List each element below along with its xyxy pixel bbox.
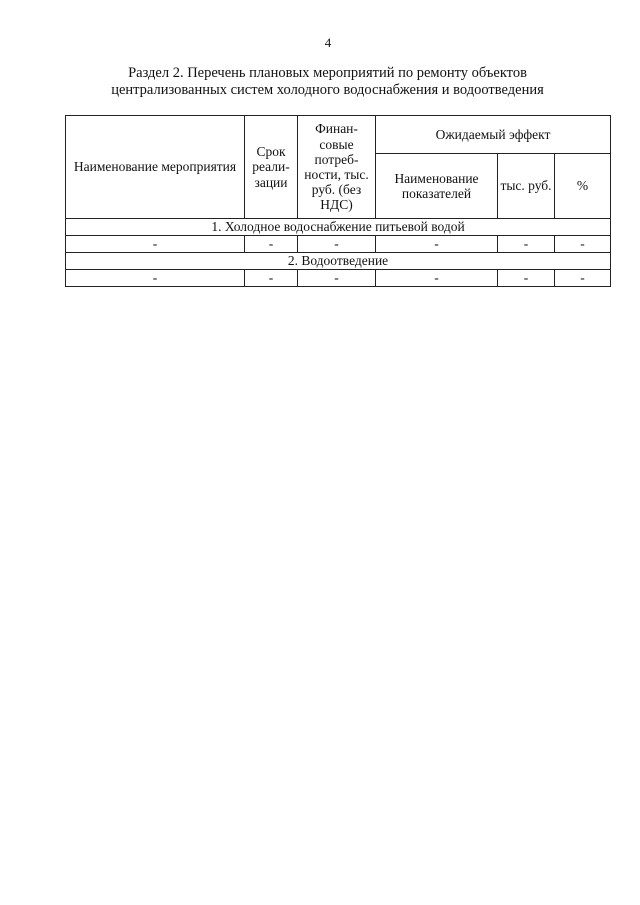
table-cell: - xyxy=(498,236,555,253)
table-cell: - xyxy=(498,270,555,287)
header-term-text: Срок реали-зации xyxy=(252,143,290,190)
table-cell: - xyxy=(555,236,611,253)
section-row-sewerage: 2. Водоотведение xyxy=(66,253,611,270)
section-row-water-supply: 1. Холодное водоснабжение питьевой водой xyxy=(66,219,611,236)
table-cell: - xyxy=(298,236,376,253)
header-expected-effect: Ожидаемый эффект xyxy=(376,116,611,154)
table-cell: - xyxy=(376,236,498,253)
section-title-line-2: централизованных систем холодного водоснабжения и водоотведения xyxy=(111,82,544,98)
section-title xyxy=(40,65,615,99)
table-cell: - xyxy=(66,236,245,253)
table-cell: - xyxy=(245,270,298,287)
table-row xyxy=(66,270,611,287)
header-measure-name: Наименование мероприятия xyxy=(66,116,245,219)
header-term xyxy=(245,116,298,219)
table-cell: - xyxy=(376,270,498,287)
table-cell: - xyxy=(298,270,376,287)
header-indicators: Наименование показателей xyxy=(376,154,498,219)
measures-table xyxy=(65,115,611,287)
table-row xyxy=(66,236,611,253)
header-thousand-rub: тыс. руб. xyxy=(498,154,555,219)
section-title-line-1: Раздел 2. Перечень плановых мероприятий по ремонту объектов xyxy=(128,65,527,81)
table-cell: - xyxy=(555,270,611,287)
table-cell: - xyxy=(66,270,245,287)
header-finance: Финан-совые потреб-ности, тыс. руб. (без НДС) xyxy=(298,116,376,219)
table-cell: - xyxy=(245,236,298,253)
header-percent: % xyxy=(555,154,611,219)
page-number: 4 xyxy=(324,35,332,50)
